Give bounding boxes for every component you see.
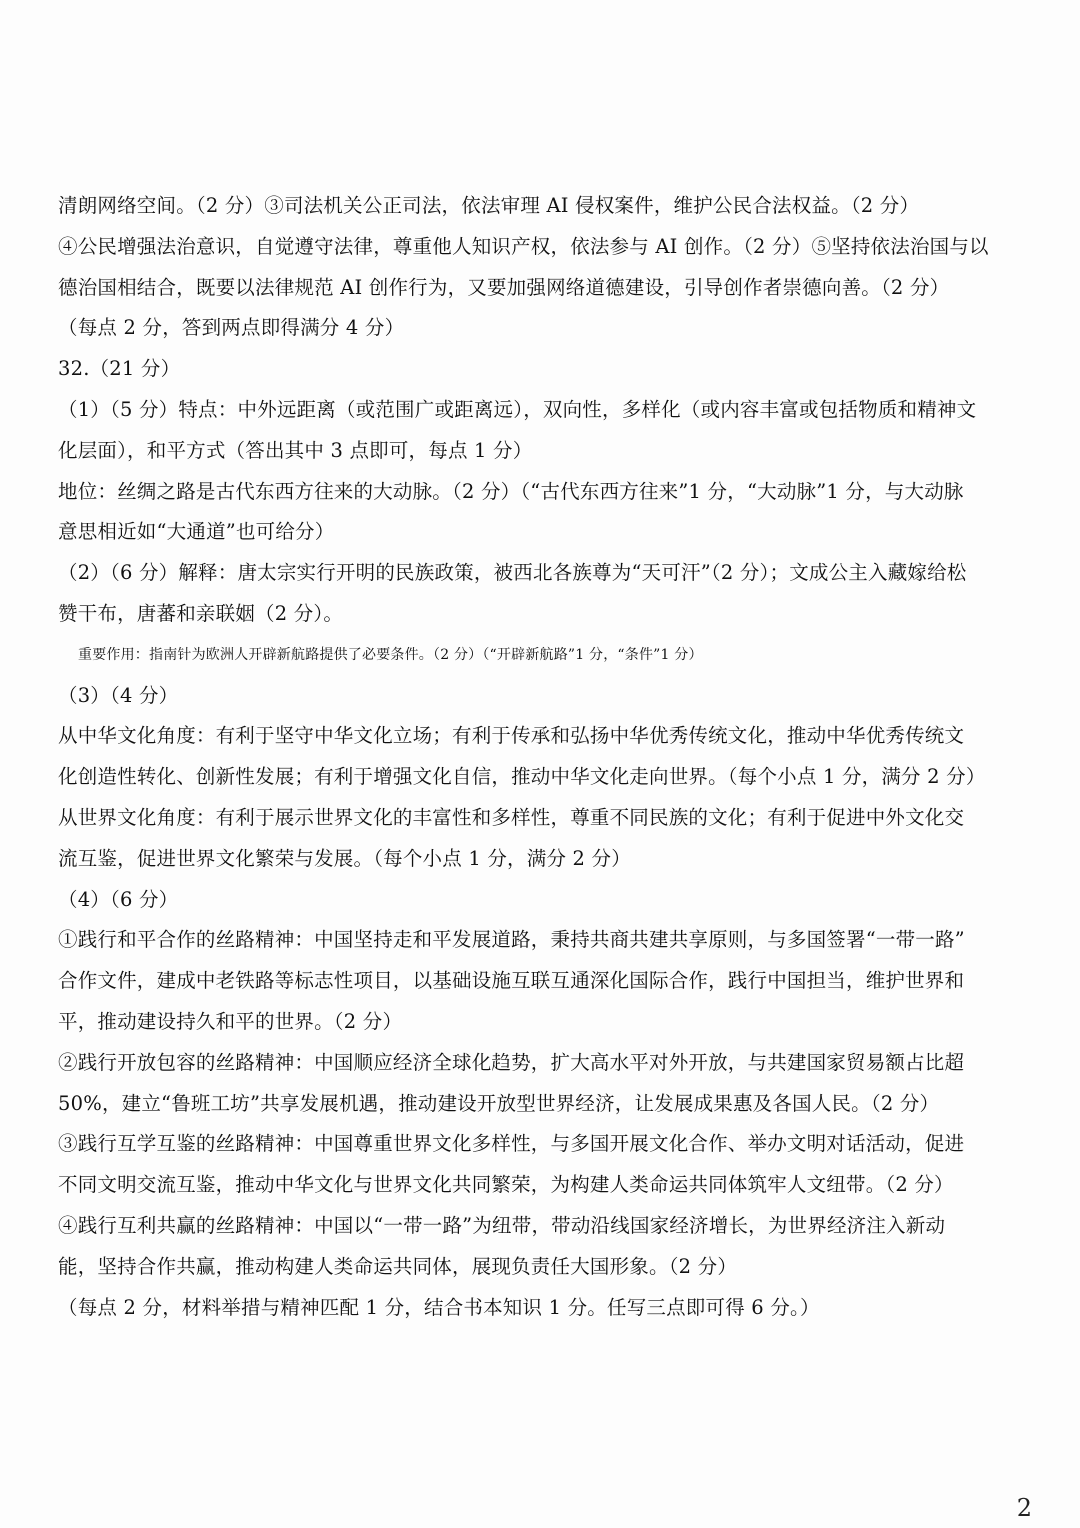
text-line: （3）（4 分） [58, 683, 179, 707]
text-line: 从世界文化角度：有利于展示世界文化的丰富性和多样性，尊重不同民族的文化；有利于促进中外文化交 [58, 805, 965, 829]
text-line: （4）（6 分） [58, 887, 179, 911]
text-line: ④公民增强法治意识，自觉遵守法律，尊重他人知识产权，依法参与 AI 创作。（2 分）⑤坚持依法治国与以 [58, 234, 989, 258]
text-line: ④践行互利共赢的丝路精神：中国以“一带一路”为纽带，带动沿线国家经济增长，为世界经济注入新动 [58, 1213, 946, 1237]
text-line: 重要作用：指南针为欧洲人开辟新航路提供了必要条件。（2 分）（“开辟新航路”1 分，“条件”1 分） [78, 646, 703, 663]
text-line: 合作文件，建成中老铁路等标志性项目，以基础设施互联互通深化国际合作，践行中国担当，维护世界和 [58, 969, 965, 993]
text-line: 能，坚持合作共赢，推动构建人类命运共同体，展现负责任大国形象。（2 分） [58, 1254, 738, 1278]
text-line: 赞干布，唐蕃和亲联姻（2 分）。 [58, 601, 344, 625]
text-line: 化层面），和平方式（答出其中 3 点即可，每点 1 分） [58, 438, 533, 462]
text-line: 德治国相结合，既要以法律规范 AI 创作行为，又要加强网络道德建设，引导创作者崇德向善。（2 分） [58, 275, 950, 299]
text-line: 不同文明交流互鉴，推动中华文化与世界文化共同繁荣，为构建人类命运共同体筑牢人文纽带。（2 分） [58, 1173, 954, 1197]
text-line: （每点 2 分，材料举措与精神匹配 1 分，结合书本知识 1 分。任写三点即可得 6 分。） [58, 1295, 820, 1319]
text-line: 化创造性转化、创新性发展；有利于增强文化自信，推动中华文化走向世界。（每个小点 1 分，满分 2 分） [58, 765, 986, 789]
text-line: ①践行和平合作的丝路精神：中国坚持走和平发展道路，秉持共商共建共享原则，与多国签署“一带一路” [58, 928, 965, 952]
answer-text-block [58, 186, 1058, 1328]
text-line: 地位：丝绸之路是古代东西方往来的大动脉。（2 分）（“古代东西方往来”1 分，“大动脉”1 分，与大动脉 [58, 479, 964, 503]
text-line: 平，推动建设持久和平的世界。（2 分） [58, 1009, 403, 1033]
page-number: 2 [1016, 1494, 1032, 1522]
text-line: 流互鉴，促进世界文化繁荣与发展。（每个小点 1 分，满分 2 分） [58, 846, 631, 870]
text-line: ②践行开放包容的丝路精神：中国顺应经济全球化趋势，扩大高水平对外开放，与共建国家贸易额占比超 [58, 1050, 965, 1074]
text-line: 意思相近如“大通道”也可给分） [58, 520, 335, 544]
text-line: ③践行互学互鉴的丝路精神：中国尊重世界文化多样性，与多国开展文化合作、举办文明对话活动，促进 [58, 1132, 965, 1156]
question-heading: 32.（21 分） [58, 357, 181, 381]
text-line: 清朗网络空间。（2 分）③司法机关公正司法，依法审理 AI 侵权案件，维护公民合法权益。（2 分） [58, 194, 920, 217]
text-line: 从中华文化角度：有利于坚守中华文化立场；有利于传承和弘扬中华优秀传统文化，推动中华优秀传统文 [58, 724, 965, 748]
text-line: （1）（5 分）特点：中外远距离（或范围广或距离远），双向性，多样化（或内容丰富或包括物质和精神文 [58, 397, 977, 421]
text-line: （每点 2 分，答到两点即得满分 4 分） [58, 316, 405, 340]
text-line: 50%，建立“鲁班工坊”共享发展机遇，推动建设开放型世界经济，让发展成果惠及各国人民。（2 分） [58, 1091, 940, 1115]
text-line: （2）（6 分）解释：唐太宗实行开明的民族政策，被西北各族尊为“天可汗”（2 分）；文成公主入藏嫁给松 [58, 561, 967, 585]
